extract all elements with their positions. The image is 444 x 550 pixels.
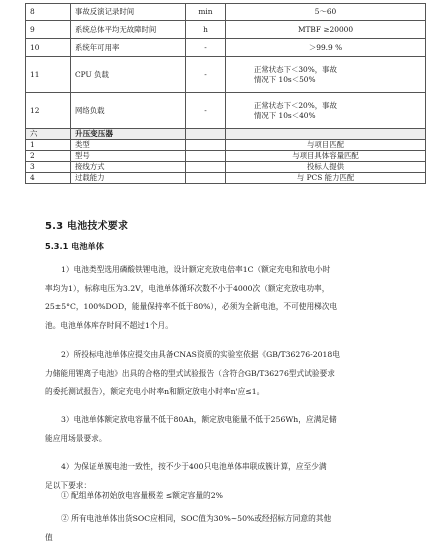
- paragraph-line: 足以下要求：: [45, 480, 92, 490]
- table-row: [26, 151, 426, 162]
- cell-no: 10: [26, 39, 71, 57]
- cell-value: ＞99.9 %: [226, 39, 426, 57]
- cell-value: 与项目具体容量匹配: [226, 151, 426, 162]
- cell-no: 12: [26, 93, 71, 129]
- table-row: [26, 140, 426, 151]
- paragraph-line: 的委托测试报告），额定充电小时率n和额定放电小时率n'应≤1。: [45, 387, 265, 396]
- paragraph: [45, 411, 423, 448]
- table-row: [26, 39, 426, 57]
- table-row: [26, 4, 426, 21]
- paragraph-line: 2）所投标电池单体应提交由具备CNAS资质的实验室依据《GB/T36276-2018电: [61, 350, 340, 359]
- cell-name: 类型: [71, 140, 186, 151]
- cell-no: 8: [26, 4, 71, 21]
- cell-value: [226, 129, 426, 140]
- cell-name: CPU 负载: [71, 57, 186, 93]
- table-row: [26, 173, 426, 184]
- paragraph-line: 3）电池单体额定放电容量不低于80Ah，额定放电能量不低于256Wh，应满足储: [61, 415, 337, 424]
- cell-name: 型号: [71, 151, 186, 162]
- cell-value-line: 情况下 10s＜40%: [254, 110, 316, 120]
- cell-unit: min: [186, 4, 226, 21]
- cell-unit: -: [186, 39, 226, 57]
- paragraph: [45, 346, 423, 402]
- paragraph-line: ② 所有电池单体出货SOC应相同，SOC值为30%~50%或经招标方同意的其他: [61, 514, 332, 523]
- cell-unit: h: [186, 21, 226, 39]
- cell-value-line: 正常状态下＜20%，事故: [254, 100, 337, 110]
- cell-value-line: 情况下 10s＜50%: [254, 74, 316, 84]
- paragraph-line: 1）电池类型选用磷酸铁锂电池，设计额定充放电倍率1C（额定充电和放电小时: [61, 265, 331, 274]
- spec-table: [25, 3, 426, 184]
- subsection-title: 5.3.1 电池单体: [45, 241, 104, 251]
- cell-value: 与 PCS 能力匹配: [226, 173, 426, 184]
- cell-value: [226, 57, 426, 93]
- cell-no: 2: [26, 151, 71, 162]
- cell-unit: [186, 140, 226, 151]
- cell-name: 网络负载: [71, 93, 186, 129]
- cell-unit: -: [186, 93, 226, 129]
- cell-name: 升压变压器: [71, 129, 186, 140]
- cell-value: 5～60: [226, 4, 426, 21]
- cell-value: MTBF ≥20000: [226, 21, 426, 39]
- cell-no: 9: [26, 21, 71, 39]
- paragraph-line: ① 配组单体初始放电容量极差 ≤额定容量的2%: [61, 491, 223, 500]
- cell-no: 4: [26, 173, 71, 184]
- paragraph: [45, 510, 423, 547]
- paragraph-line: 能应用场景要求。: [45, 433, 107, 443]
- cell-value: [226, 93, 426, 129]
- table-section-row: [26, 129, 426, 140]
- paragraph-line: 池。电池单体库存时间不超过1个月。: [45, 320, 173, 330]
- cell-unit: [186, 129, 226, 140]
- cell-no: 11: [26, 57, 71, 93]
- table-row: [26, 21, 426, 39]
- cell-no: 3: [26, 162, 71, 173]
- cell-unit: [186, 162, 226, 173]
- spec-table-body: [26, 4, 426, 184]
- table-row: [26, 57, 426, 93]
- cell-no: 六: [26, 129, 71, 140]
- paragraph-line: 25±5°C，100%DOD，能量保持率不低于80%），必须为全新电池，不可使用梯次电: [45, 302, 338, 311]
- cell-name: 过载能力: [71, 173, 186, 184]
- cell-value: 与项目匹配: [226, 140, 426, 151]
- cell-name: 系统总体平均无故障时间: [71, 21, 186, 39]
- cell-value: 投标人提供: [226, 162, 426, 173]
- cell-value-line: 正常状态下＜30%，事故: [254, 64, 337, 74]
- cell-name: 事故反演记录时间: [71, 4, 186, 21]
- cell-name: 接线方式: [71, 162, 186, 173]
- table-row: [26, 93, 426, 129]
- cell-unit: [186, 173, 226, 184]
- section-title: 5.3 电池技术要求: [45, 221, 129, 232]
- paragraph-line: 4）为保证单簇电池一致性，按不少于400只电池单体串联成簇计算，应至少满: [61, 462, 327, 471]
- paragraph: [45, 487, 423, 506]
- cell-unit: [186, 151, 226, 162]
- table-row: [26, 162, 426, 173]
- cell-name: 系统年可用率: [71, 39, 186, 57]
- paragraph-line: 值: [45, 532, 53, 542]
- cell-unit: -: [186, 57, 226, 93]
- paragraph-line: 率均为1），标称电压为3.2V，电池单体循环次数不小于4000次（额定充放电功率，: [45, 283, 330, 293]
- paragraph-line: 力储能用锂离子电池》出具的合格的型式试验报告（含符合GB/T36276型式试验要求: [45, 368, 335, 378]
- cell-no: 1: [26, 140, 71, 151]
- paragraph: [45, 261, 423, 335]
